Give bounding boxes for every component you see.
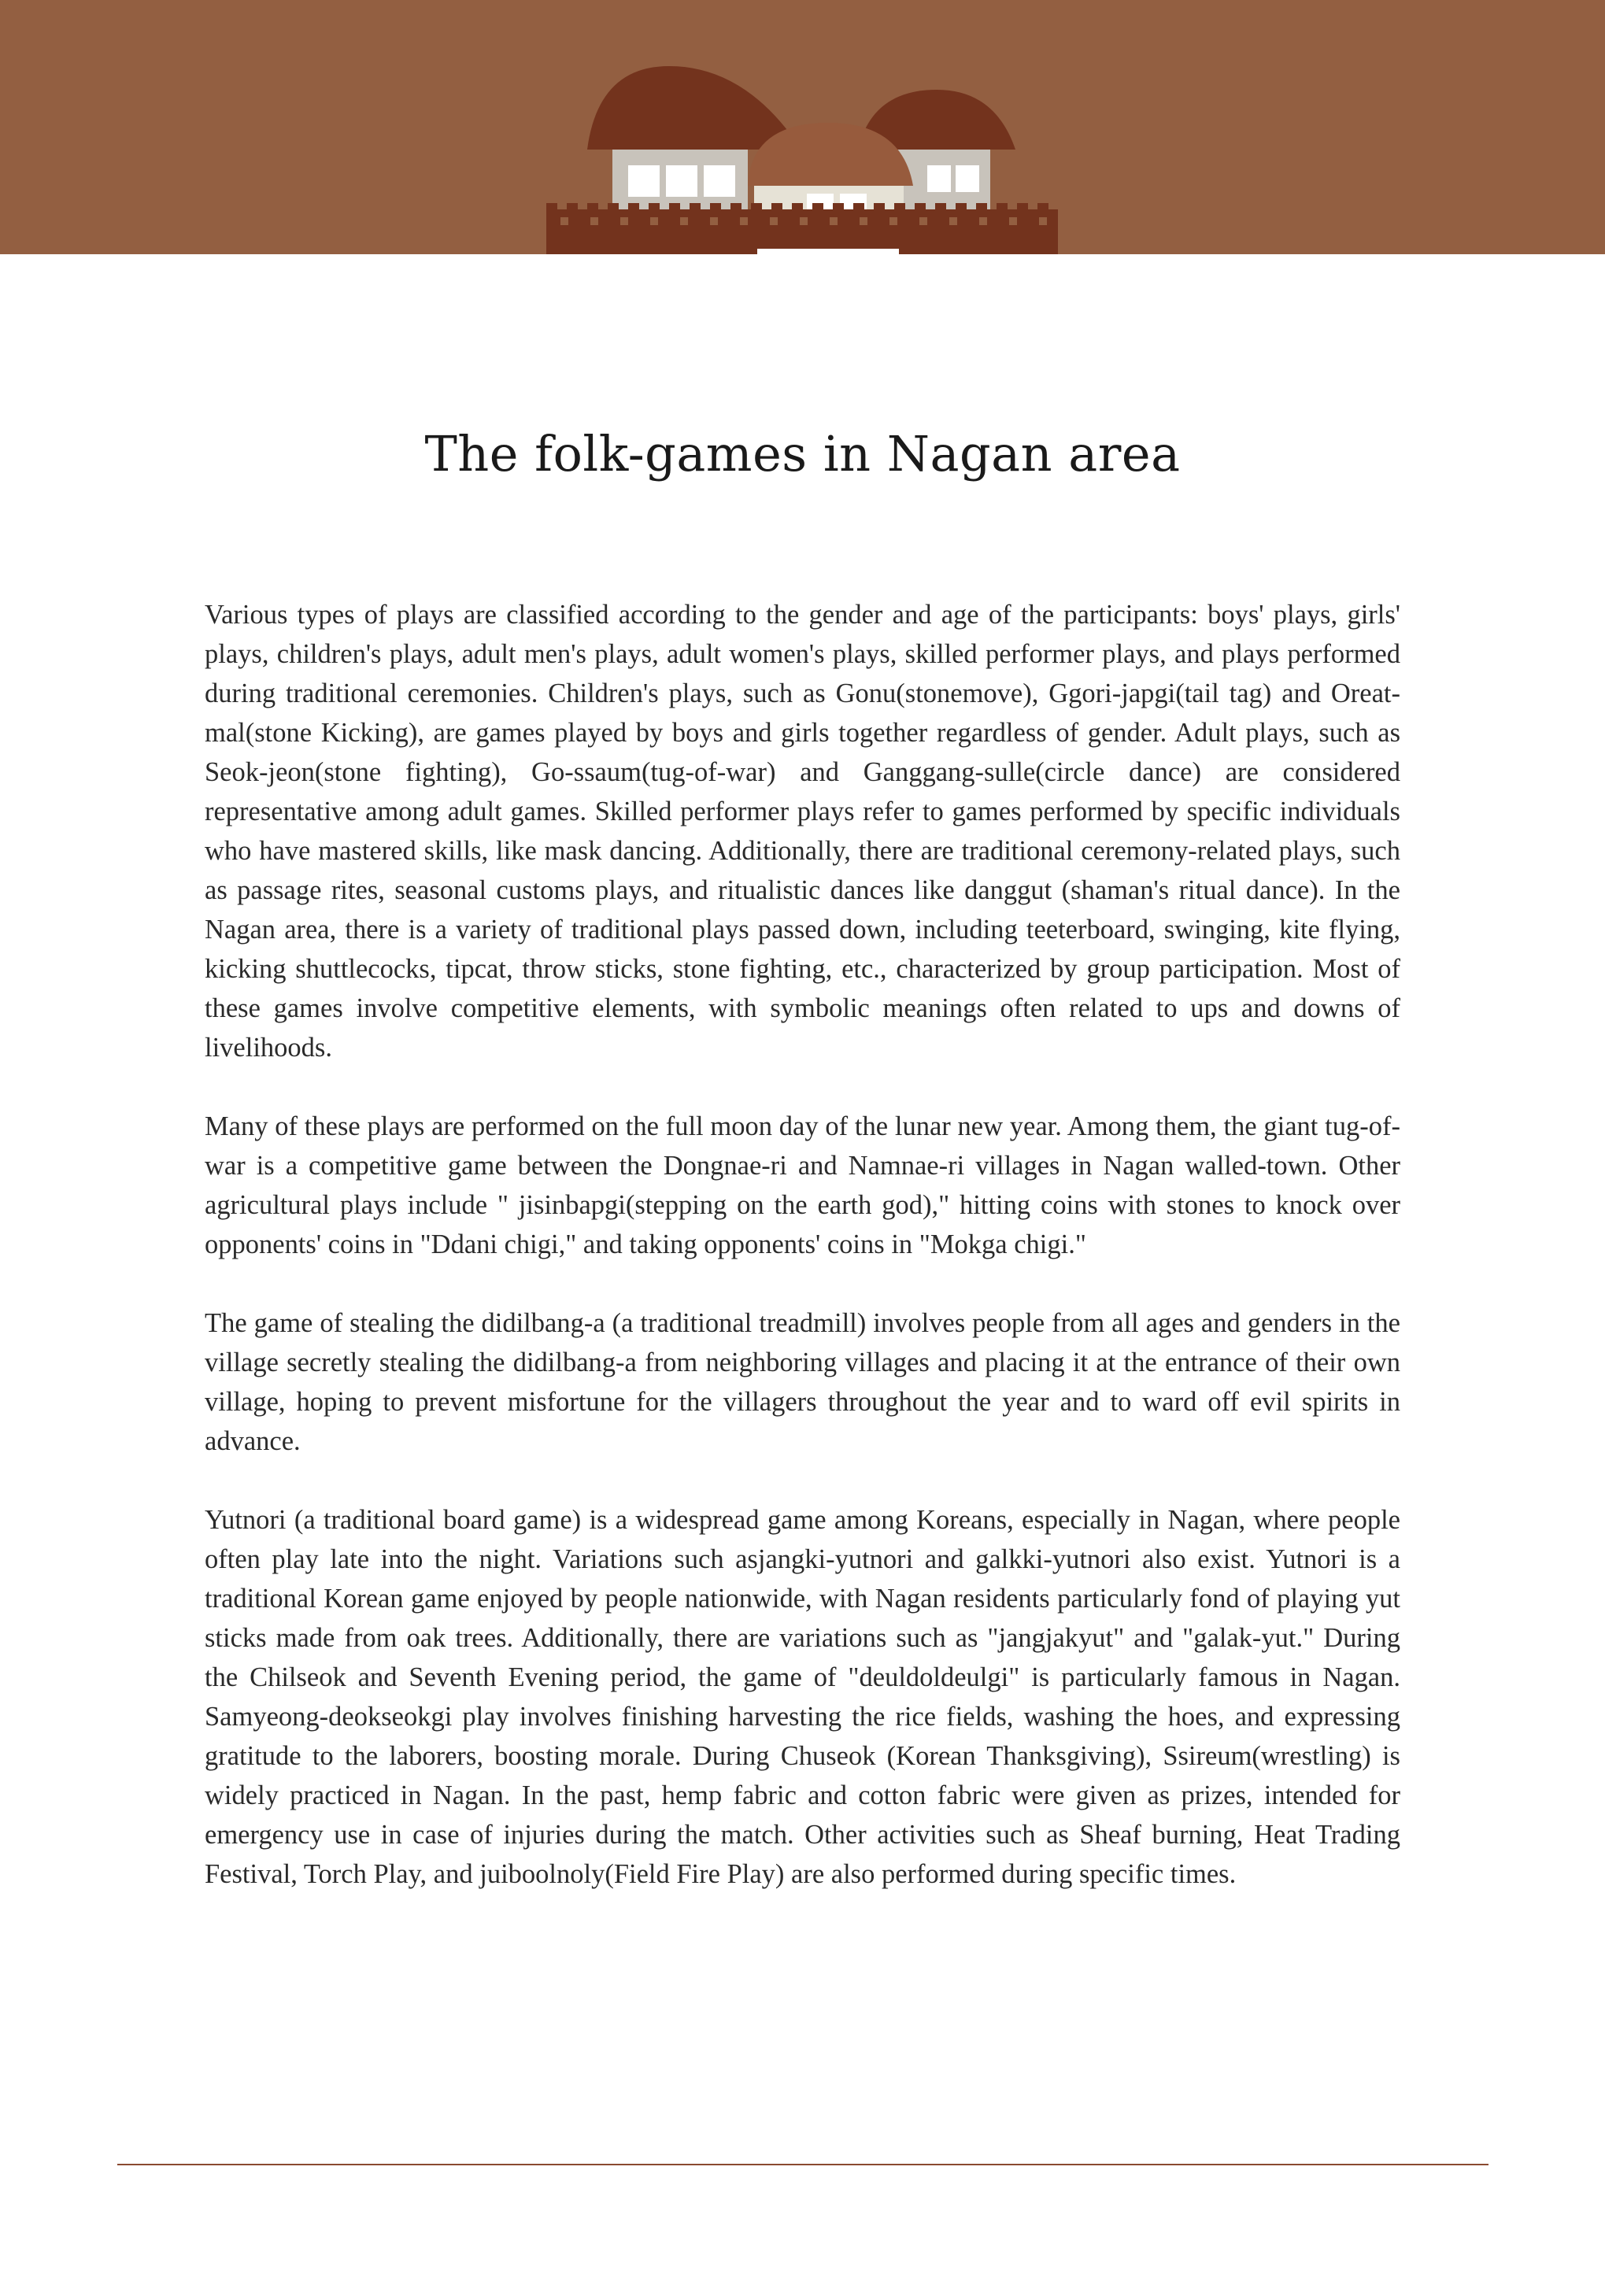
paragraph: Yutnori (a traditional board game) is a widespread game among Koreans, especially in Nagan, where people often play late into the night. Variations such asjangki-yutnori and galkki-yutnori also exist. Yutnori is a traditional Korean game enjoyed by people nationwide, with Nagan residents particularly fond of playing yut sticks made from oak trees. Additionally, there are variations such as "jangjakyut" and "galak-yut." During the Chilseok and Seventh Evening period, the game of "deuldoldeulgi" is particularly famous in Nagan. Samyeong-deokseokgi play involves finishing harvesting the rice fields, washing the hoes, and expressing gratitude to the laborers, boosting morale. During Chuseok (Korean Thanksgiving), Ssireum(wrestling) is widely practiced in Nagan. In the past, hemp fabric and cotton fabric were given as prizes, intended for emergency use in case of injuries during the match. Other activities such as Sheaf burning, Heat Trading Festival, Torch Play, and juiboolnoly(Field Fire Play) are also performed during specific times. (205, 1505, 1400, 1889)
hanok-village-icon (543, 63, 1063, 254)
paragraph: The game of stealing the didilbang-a (a traditional treadmill) involves people from all ages and genders in the village secretly stealing the didilbang-a from neighboring villages and placing it at the entrance of their own village, hoping to prevent misfortune for the villagers throughout the year and to ward off evil spirits in advance. (205, 1308, 1400, 1456)
page-title: The folk-games in Nagan area (424, 425, 1181, 482)
paragraph: Various types of plays are classified according to the gender and age of the participants: boys' plays, girls' plays, children's plays, adult men's plays, adult women's plays, skilled performer plays, and plays performed during traditional ceremonies. Children's plays, such as Gonu(stonemove), Ggori-japgi(tail tag) and Oreat-mal(stone Kicking), are games played by boys and girls together regardless of gender. Adult plays, such as Seok-jeon(stone fighting), Go-ssaum(tug-of-war) and Ganggang-sulle(circle dance) are considered representative among adult games. Skilled performer plays refer to games performed by specific individuals who have mastered skills, like mask dancing. Additionally, there are traditional ceremony-related plays, such as passage rites, seasonal customs plays, and ritualistic dances like danggut (shaman's ritual dance). In the Nagan area, there is a variety of traditional plays passed down, including teeterboard, swinging, kite flying, kicking shuttlecocks, tipcat, throw sticks, stone fighting, etc., characterized by group participation. Most of these games involve competitive elements, with symbolic meanings often related to ups and downs of livelihoods. (205, 600, 1400, 1063)
window (927, 165, 951, 192)
window (666, 165, 697, 197)
left-house-roof (587, 66, 801, 150)
footer-divider (117, 2164, 1489, 2165)
header-band (0, 0, 1605, 254)
window (628, 165, 660, 197)
article-body (205, 595, 1400, 1933)
window (704, 165, 735, 197)
gate-opening (757, 249, 899, 254)
fortress-wall (546, 203, 1058, 254)
window (956, 165, 979, 192)
paragraph: Many of these plays are performed on the full moon day of the lunar new year. Among them, the giant tug-of-war is a competitive game between the Dongnae-ri and Namnae-ri villages in Nagan walled-town. Other agricultural plays include " jisinbapgi(stepping on the earth god)," hitting coins with stones to knock over opponents' coins in "Ddani chigi," and taking opponents' coins in "Mokga chigi." (205, 1111, 1400, 1259)
